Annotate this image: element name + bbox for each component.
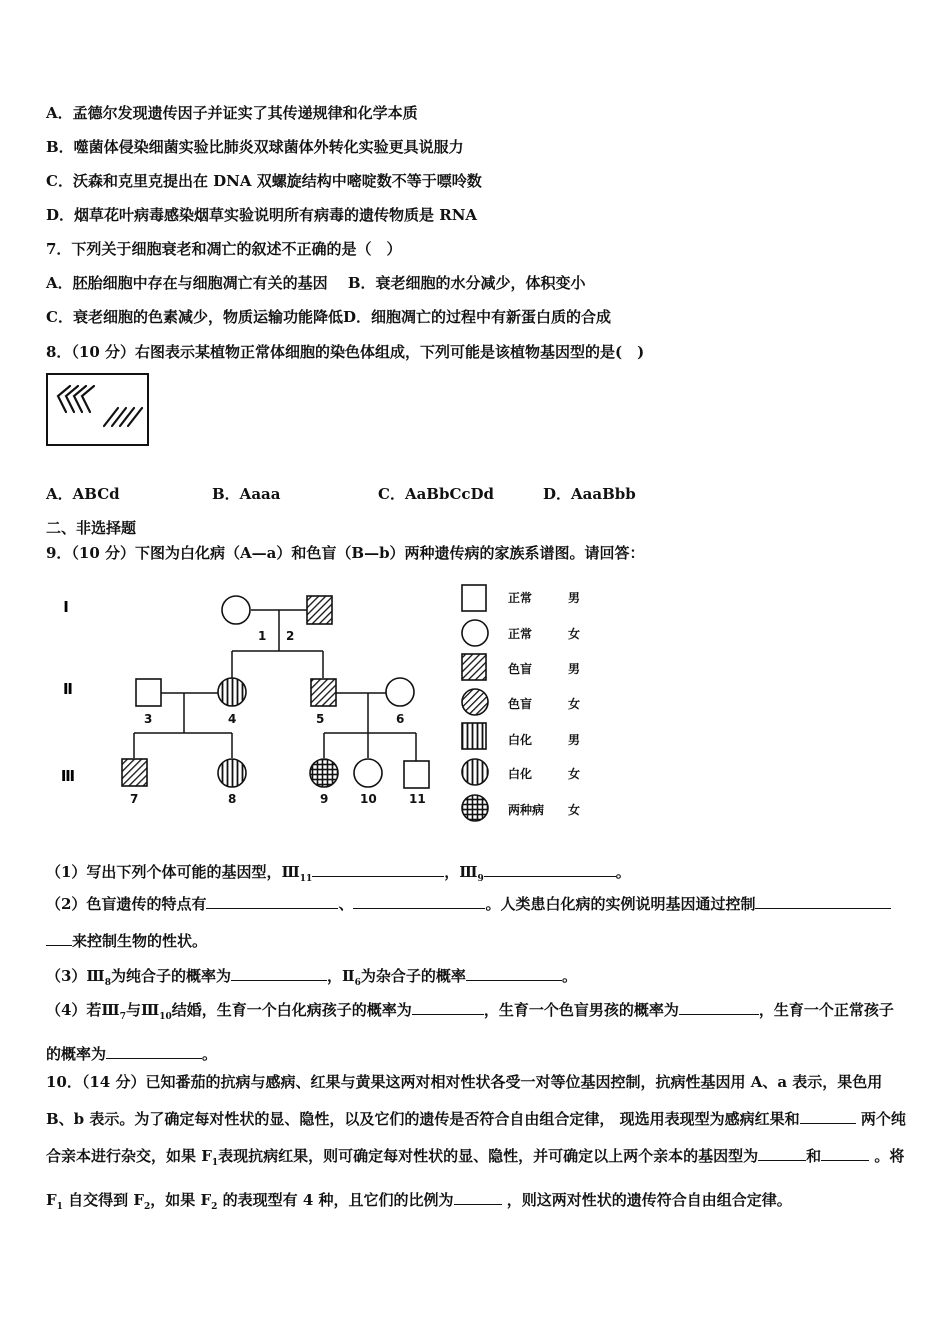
- legend-normal-female-icon: [462, 620, 488, 646]
- q6-option-c: C．沃森和克里克提出在 DNA 双螺旋结构中嘧啶数不等于嘌呤数: [46, 172, 482, 190]
- q9-stem: 9．（10 分）下图为白化病（A—a）和色盲（B—b）两种遗传病的家族系谱图。请回答：: [46, 544, 645, 562]
- answer-blank[interactable]: [821, 1146, 869, 1161]
- q8-option-c: C．AaBbCcDd: [378, 485, 495, 503]
- pedigree-III9-both-female: [310, 759, 338, 787]
- legend-label-5: 白化: [508, 733, 533, 747]
- section-heading: 二、非选择题: [46, 519, 137, 537]
- q8-option-d: D．AaaBbb: [543, 485, 636, 503]
- pedigree-II6-normal-female: [386, 678, 414, 706]
- pedigree-III11-normal-male: [404, 761, 429, 788]
- pedigree-label-2: 2: [286, 629, 295, 643]
- pedigree-label-9: 9: [320, 792, 329, 806]
- chromosome-figure: [46, 372, 150, 447]
- pedigree-III8-albino-female: [218, 759, 246, 787]
- generation-label-II: Ⅱ: [63, 680, 73, 698]
- pedigree-I1-normal-female: [222, 596, 250, 624]
- pedigree-label-10: 10: [360, 792, 377, 806]
- answer-blank[interactable]: [46, 931, 72, 946]
- pedigree-II4-albino-female: [218, 678, 246, 706]
- pedigree-label-3: 3: [144, 712, 153, 726]
- pedigree-III10-normal-female: [354, 759, 382, 787]
- pedigree-label-8: 8: [228, 792, 237, 806]
- pedigree-label-7: 7: [130, 792, 139, 806]
- legend-sex-1: 男: [568, 591, 581, 605]
- pedigree-label-5: 5: [316, 712, 325, 726]
- pedigree-label-1: 1: [258, 629, 267, 643]
- answer-blank[interactable]: [466, 966, 562, 981]
- answer-blank[interactable]: [231, 966, 327, 981]
- answer-blank[interactable]: [484, 862, 616, 877]
- q6-option-a: A．孟德尔发现遗传因子并证实了其传递规律和化学本质: [46, 104, 418, 122]
- legend-label-2: 正常: [508, 627, 533, 641]
- q8-stem: 8．（10 分）右图表示某植物正常体细胞的染色体组成，下列可能是该植物基因型的是( ): [46, 343, 645, 361]
- answer-blank[interactable]: [206, 894, 338, 909]
- q9-part3: $(3)Ⅲ_8$为纯合子的概率为 ，$Ⅱ_6$为杂合子的概率 。: [46, 967, 577, 988]
- pedigree-label-6: 6: [396, 712, 405, 726]
- q10-paragraph: 10．（14 分）已知番茄的抗病与感病、红果与黄果这两对相对性状各受一对等位基因控制，抗病性基因用 A、a 表示，果色用 B、b 表示。为了确定每对性状的显、隐性，以及它们的遗传是否符合自由组合定律， 现选用表现型为感病红果和 两个纯合亲本进行杂交，如果 $F_1$表现抗病红果，则可确定每对性状的显、隐性，并可确定以上两个亲本的基因型为 和 。将 $F_1$ 自交得到 $F_2$，如果 $F_2$ 的表现型有 4 种，且它们的比例为 ，则这两对性状的遗传符合自由组合定律。: [46, 1073, 906, 1212]
- legend-sex-3: 男: [568, 662, 581, 676]
- answer-blank[interactable]: [454, 1190, 502, 1205]
- legend-sex-2: 女: [568, 627, 581, 641]
- q6-option-b: B．噬菌体侵染细菌实验比肺炎双球菌体外转化实验更具说服力: [46, 138, 464, 156]
- legend-colorblind-female-icon: [462, 689, 488, 715]
- q8-option-a: A．ABCd: [46, 485, 120, 503]
- legend-label-6: 白化: [508, 767, 533, 781]
- generation-label-I: Ⅰ: [63, 598, 69, 616]
- legend-both-female-icon: [462, 795, 488, 821]
- pedigree-chart: [46, 578, 606, 830]
- pedigree-label-4: 4: [228, 712, 237, 726]
- q7-options-ab: A．胚胎细胞中存在与细胞凋亡有关的基因 B．衰老细胞的水分减少，体积变小: [46, 274, 586, 292]
- answer-blank[interactable]: [800, 1109, 856, 1124]
- pedigree-I2-colorblind-male: [307, 596, 332, 624]
- answer-blank[interactable]: [106, 1044, 202, 1059]
- legend-albino-male-icon: [462, 723, 486, 749]
- legend-label-1: 正常: [508, 591, 533, 605]
- pedigree-III7-colorblind-male: [122, 759, 147, 786]
- legend-sex-6: 女: [568, 767, 581, 781]
- legend-colorblind-male-icon: [462, 654, 486, 680]
- q7-stem: 7．下列关于细胞衰老和凋亡的叙述不正确的是（ ）: [46, 240, 402, 258]
- answer-blank[interactable]: [755, 894, 891, 909]
- legend-albino-female-icon: [462, 759, 488, 785]
- answer-blank[interactable]: [758, 1146, 806, 1161]
- legend-normal-male-icon: [462, 585, 486, 611]
- answer-blank[interactable]: [412, 1000, 484, 1015]
- legend-sex-7: 女: [568, 803, 581, 817]
- answer-blank[interactable]: [312, 862, 444, 877]
- q6-option-d: D．烟草花叶病毒感染烟草实验说明所有病毒的遗传物质是 RNA: [46, 206, 478, 224]
- q9-part1: （1）写出下列个体可能的基因型，$Ⅲ_{11}$ ，$Ⅲ_9$ 。: [46, 863, 631, 884]
- pedigree-label-11: 11: [409, 792, 426, 806]
- pedigree-II3-normal-male: [136, 679, 161, 706]
- answer-blank[interactable]: [679, 1000, 759, 1015]
- pedigree-II5-colorblind-male: [311, 679, 336, 706]
- q9-part2: （2）色盲遗传的特点有 、 。人类患白化病的实例说明基因通过控制来控制生物的性状。: [46, 886, 906, 960]
- legend-sex-4: 女: [568, 697, 581, 711]
- legend-label-4: 色盲: [508, 697, 533, 711]
- q9-part4: （4）若$Ⅲ_7$与$Ⅲ_{10}$结婚，生育一个白化病孩子的概率为 ，生育一个色盲男孩的概率为 ，生育一个正常孩子的概率为 。: [46, 1001, 894, 1063]
- answer-blank[interactable]: [353, 894, 485, 909]
- q7-options-cd: C．衰老细胞的色素减少，物质运输功能降低D．细胞凋亡的过程中有新蛋白质的合成: [46, 308, 611, 326]
- generation-label-III: Ⅲ: [60, 767, 76, 785]
- q8-option-b: B．Aaaa: [212, 485, 281, 503]
- legend-label-7: 两种病: [508, 803, 545, 817]
- legend-sex-5: 男: [568, 733, 581, 747]
- legend-label-3: 色盲: [508, 662, 533, 676]
